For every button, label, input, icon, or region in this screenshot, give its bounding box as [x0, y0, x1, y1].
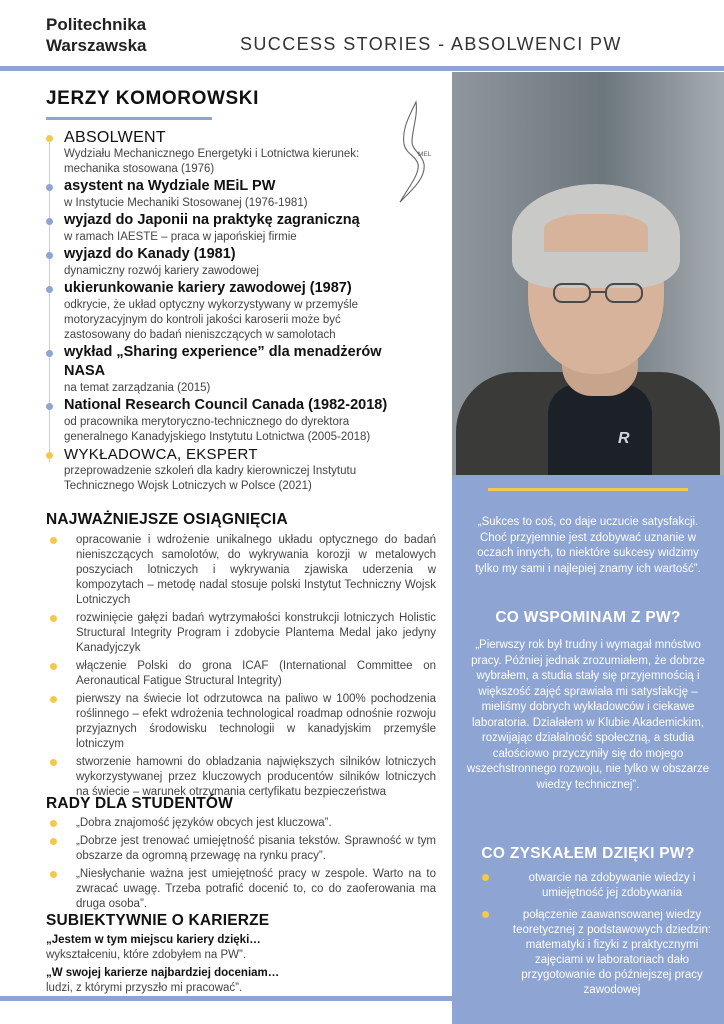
timeline-text: od pracownika merytoryczno-technicznego do dyrektora generalnego Kanadyjskiego Instytutu Lotnictwa (2005-2018) — [64, 416, 371, 443]
logo-line-1: Politechnika — [46, 15, 147, 34]
bullet-dot — [50, 615, 57, 622]
timeline-dot — [46, 403, 53, 410]
career-timeline — [42, 128, 422, 494]
list-item — [48, 692, 436, 752]
timeline-text: w Instytucie Mechaniki Stosowanej (1976-1981) — [64, 197, 308, 209]
memory-text: „Pierwszy rok był trudny i wymagał mnóstwo pracy. Później jednak zrozumiałem, że dobrze wybrałem, a studia stały się przyjemnością i większość zajęć sprawiała mi satysfakcję – mieliśmy dobrych wykładowców i ciekawe laboratoria. Działałem w Klubie Akademickim, rozwijając działalność społeczną, a studia całościowo przyczyniły się do mojego wszechstronnego rozwoju, nie tylko w obszarze wiedzy technicznej”. — [466, 639, 710, 791]
glasses-icon — [548, 280, 648, 306]
gains-heading: CO ZYSKAŁEM DZIĘKI PW? — [481, 845, 695, 862]
timeline-text: w ramach IAESTE – praca w japońskiej firmie — [64, 231, 297, 243]
name-underline — [46, 117, 212, 120]
list-item — [482, 871, 718, 901]
list-item — [48, 533, 436, 608]
bullet-dot — [50, 759, 57, 766]
list-item — [48, 611, 436, 656]
bullet-dot — [50, 663, 57, 670]
bullet-dot — [482, 874, 489, 881]
timeline-heading: ukierunkowanie kariery zawodowej (1987) — [64, 280, 352, 296]
timeline-dot — [46, 452, 53, 459]
timeline-heading: asystent na Wydziale MEiL PW — [64, 178, 276, 194]
timeline-dot — [46, 184, 53, 191]
achievement-text: rozwinięcie gałęzi badań wytrzymałości konstrukcji lotniczych Holistic Structural Integrity Program i zdobycie Plantema Medal jako jedyny Kanadyjczyk — [76, 612, 436, 654]
advice-text: „Niesłychanie ważna jest umiejętność pracy w zespole. Warto na to zwracać uwagę. Trzeba potrafić docenić to, co do zaoferowania ma druga osoba”. — [76, 868, 436, 910]
subjective-prompt: „Jestem w tym miejscu kariery dzięki… — [46, 934, 261, 946]
bullet-dot — [50, 871, 57, 878]
subjective-heading: SUBIEKTYWNIE O KARIERZE — [46, 912, 270, 929]
timeline-dot — [46, 135, 53, 142]
list-item — [48, 816, 436, 831]
subjective-answer: wykształceniu, które zdobyłem na PW”. — [46, 949, 247, 961]
gain-text: otwarcie na zdobywanie wiedzy i umiejętność jej zdobywania — [528, 872, 696, 899]
side-panel-rule — [488, 488, 688, 491]
bullet-dot — [50, 820, 57, 827]
timeline-text: Wydziału Mechanicznego Energetyki i Lotnictwa kierunek: mechanika stosowana (1976) — [64, 148, 360, 175]
timeline-text: przeprowadzenie szkoleń dla kadry kierowniczej Instytutu Technicznego Wojsk Lotniczych w Polsce (2021) — [64, 465, 357, 492]
timeline-item — [42, 211, 422, 245]
list-item — [48, 755, 436, 800]
timeline-item — [42, 445, 422, 494]
achievement-text: stworzenie hamowni do obladzania największych silników lotniczych wykorzystywanej przez kluczowych producentów silników lotniczych na świecie – warunek otrzymania certyfikatu bezpieczeństwa — [76, 756, 436, 798]
page-header-title: SUCCESS STORIES - ABSOLWENCI PW — [240, 34, 622, 54]
timeline-item — [42, 396, 422, 445]
timeline-item — [42, 343, 422, 396]
portrait-photo — [452, 72, 724, 475]
list-item — [482, 908, 718, 998]
subjective-answer: ludzi, z którymi przyszło mi pracować”. — [46, 982, 243, 994]
timeline-heading: wykład „Sharing experience” dla menadżerów NASA — [64, 344, 382, 379]
header-divider — [0, 66, 724, 71]
timeline-dot — [46, 252, 53, 259]
bullet-dot — [50, 696, 57, 703]
timeline-dot — [46, 286, 53, 293]
gains-list — [482, 871, 718, 1005]
timeline-heading: ABSOLWENT — [64, 129, 166, 146]
achievements-heading: NAJWAŻNIEJSZE OSIĄGNIĘCIA — [46, 511, 288, 528]
list-item — [48, 834, 436, 864]
list-item — [48, 867, 436, 912]
timeline-text: odkrycie, że układ optyczny wykorzystywany w przemyśle motoryzacyjnym do kontroli jakości karoserii może być zastosowany do badań nieniszczących w samolotach — [64, 299, 358, 341]
subjective-item — [46, 966, 446, 996]
logo-line-2: Warszawska — [46, 36, 147, 55]
achievement-text: pierwszy na świecie lot odrzutowca na paliwo w 100% pochodzenia roślinnego – efekt wdrożenia technological roadmap odnośnie rozwoju przyjaznych środowisku technologii w kanadyjskim przemyśle lotniczym — [76, 693, 436, 750]
subjective-prompt: „W swojej karierze najbardziej doceniam… — [46, 967, 280, 979]
timeline-heading: wyjazd do Japonii na praktykę zagraniczną — [64, 212, 360, 228]
list-item — [48, 659, 436, 689]
advice-text: „Dobrze jest trenować umiejętność pisania tekstów. Sprawność w tym obszarze da ogromną przewagę na rynku pracy”. — [76, 835, 436, 862]
shirt-letter: R — [618, 430, 630, 447]
footer-divider — [0, 996, 452, 1001]
timeline-heading: National Research Council Canada (1982-2018) — [64, 397, 388, 413]
person-name: JERZY KOMOROWSKI — [46, 88, 259, 109]
mel-logo-text: MEL — [418, 151, 432, 158]
bullet-dot — [50, 537, 57, 544]
university-logo — [46, 14, 146, 56]
gain-text: połączenie zaawansowanej wiedzy teoretycznej z podstawowych dziedzin: matematyki i fizyki z praktycznymi zajęciami w laboratoriach dało przygotowanie do późniejszej pracy zawodowej — [512, 909, 712, 996]
side-panel — [452, 475, 724, 1024]
advice-list — [48, 816, 436, 915]
bullet-dot — [50, 838, 57, 845]
photo-shirt — [548, 384, 652, 475]
achievement-text: opracowanie i wdrożenie unikalnego układu optycznego do badań nieniszczących samolotów, do wykrywania korozji w metalowych poszyciach lotniczych i wykrywania zjawiska uderzenia w kompozytach – metodę nadal stosuje polski Instytut Techniczny Wojsk Lotniczych — [76, 534, 436, 606]
timeline-item — [42, 279, 422, 343]
subjective-item — [46, 933, 446, 963]
advice-text: „Dobra znajomość języków obcych jest kluczowa”. — [76, 817, 332, 829]
timeline-item — [42, 128, 422, 177]
advice-heading: RADY DLA STUDENTÓW — [46, 795, 234, 812]
timeline-item — [42, 245, 422, 279]
timeline-heading: wyjazd do Kanady (1981) — [64, 246, 236, 262]
timeline-text: dynamiczny rozwój kariery zawodowej — [64, 265, 259, 277]
timeline-dot — [46, 218, 53, 225]
achievement-text: włączenie Polski do grona ICAF (International Committee on Aeronautical Fatigue Structural Integrity) — [76, 660, 436, 687]
timeline-dot — [46, 350, 53, 357]
timeline-text: na temat zarządzania (2015) — [64, 382, 211, 394]
timeline-heading: WYKŁADOWCA, EKSPERT — [64, 446, 258, 463]
success-quote: „Sukces to coś, co daje uczucie satysfakcji. Choć przyjemnie jest zdobywać uznanie w oczach innych, to niektóre sukcesy widzimy tylko my sami i najlepiej znamy ich wartość”. — [475, 516, 701, 575]
timeline-item — [42, 177, 422, 211]
achievements-list — [48, 533, 436, 803]
photo-forehead — [544, 214, 648, 252]
memory-heading: CO WSPOMINAM Z PW? — [495, 609, 681, 626]
bullet-dot — [482, 911, 489, 918]
